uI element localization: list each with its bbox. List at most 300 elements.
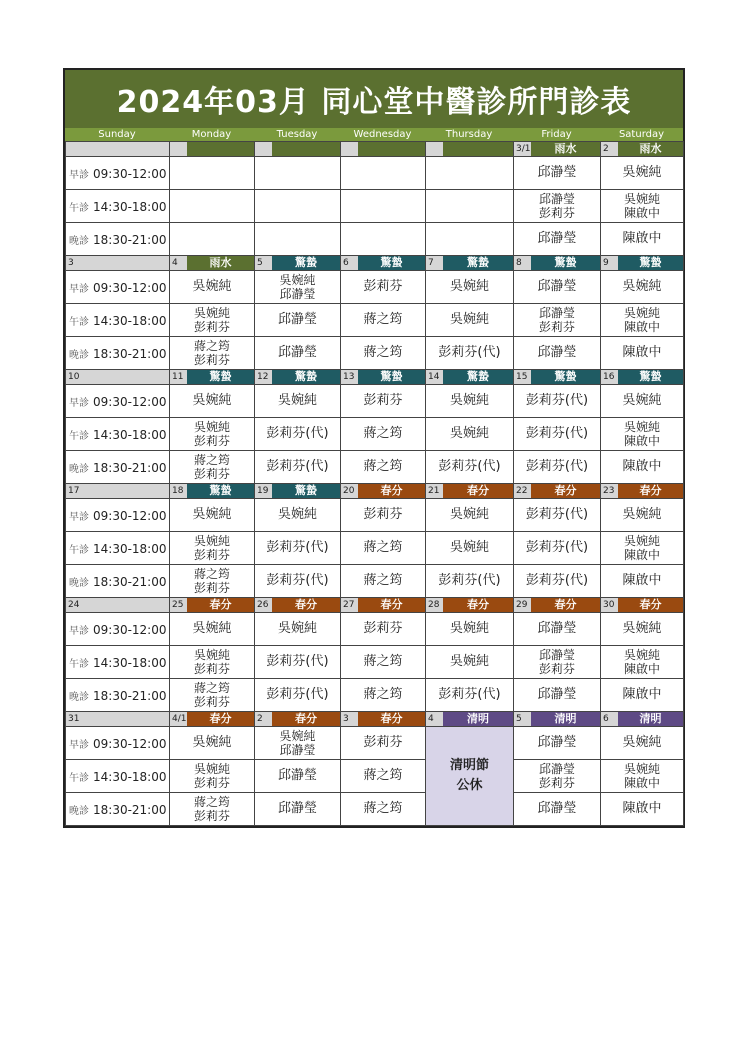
solar-term-label: 春分 <box>272 598 340 612</box>
doctor-cell <box>426 646 514 679</box>
doctor-name: 彭莉芬 <box>193 695 230 709</box>
solar-term-label <box>187 142 254 156</box>
date-number: 30 <box>601 598 618 612</box>
doctor-cell <box>514 793 601 826</box>
session-label <box>66 760 170 793</box>
date-number: 3 <box>341 712 358 726</box>
date-number <box>170 142 187 156</box>
doctor-name: 邱瀞瑩 <box>538 306 575 320</box>
doctor-cell <box>170 499 255 532</box>
doctor-name: 吳婉純 <box>449 279 489 294</box>
session-name: 早診 <box>69 739 89 751</box>
doctor-cell <box>601 760 684 793</box>
session-row <box>66 793 684 826</box>
doctor-cell <box>341 385 426 418</box>
session-label <box>66 727 170 760</box>
doctor-name: 蔣之筠 <box>363 312 403 327</box>
date-cell <box>341 598 426 613</box>
doctor-name: 陳啟中 <box>622 801 662 816</box>
doctor-cell <box>255 565 341 598</box>
doctor-cell <box>601 793 684 826</box>
doctor-cell <box>426 679 514 712</box>
session-row <box>66 532 684 565</box>
date-number: 4 <box>170 256 187 270</box>
solar-term-label: 春分 <box>531 598 600 612</box>
week-date-row <box>66 598 684 613</box>
date-cell <box>170 142 255 157</box>
doctor-name: 吳婉純 <box>277 393 317 408</box>
solar-term-label: 驚蟄 <box>618 256 683 270</box>
date-number: 8 <box>514 256 531 270</box>
doctor-cell <box>255 157 341 190</box>
doctor-name: 彭莉芬(代) <box>266 687 329 702</box>
session-label <box>66 646 170 679</box>
session-time: 14:30-18:00 <box>93 427 167 442</box>
solar-term-label: 雨水 <box>531 142 600 156</box>
doctor-cell <box>601 418 684 451</box>
doctor-name: 吳婉純 <box>622 393 662 408</box>
session-time: 14:30-18:00 <box>93 769 167 784</box>
doctor-name: 彭莉芬(代) <box>266 426 329 441</box>
doctor-cell <box>514 613 601 646</box>
session-name: 晚診 <box>69 463 89 475</box>
doctor-name: 邱瀞瑩 <box>537 231 577 246</box>
doctor-name: 蔣之筠 <box>363 426 403 441</box>
doctor-name: 蔣之筠 <box>193 339 230 353</box>
date-number <box>66 142 169 156</box>
doctor-name: 彭莉芬 <box>363 621 403 636</box>
session-label <box>66 565 170 598</box>
doctor-name: 蔣之筠 <box>363 540 403 555</box>
date-cell <box>341 142 426 157</box>
doctor-name: 吳婉純 <box>192 393 232 408</box>
solar-term-label: 春分 <box>358 598 425 612</box>
weekday-sunday: Sunday <box>98 129 136 140</box>
session-row <box>66 613 684 646</box>
date-number: 13 <box>341 370 358 384</box>
doctor-cell <box>341 727 426 760</box>
doctor-name: 彭莉芬(代) <box>266 459 329 474</box>
session-row <box>66 157 684 190</box>
date-number: 4 <box>426 712 443 726</box>
doctor-cell <box>514 337 601 370</box>
doctor-cell <box>170 190 255 223</box>
solar-term-label: 春分 <box>531 484 600 498</box>
doctor-cell <box>601 337 684 370</box>
doctor-cell <box>170 271 255 304</box>
doctor-name: 陳啟中 <box>622 231 662 246</box>
doctor-cell <box>255 679 341 712</box>
session-label <box>66 385 170 418</box>
doctor-cell <box>514 271 601 304</box>
session-row <box>66 727 684 760</box>
doctor-cell <box>514 646 601 679</box>
solar-term-label: 春分 <box>272 712 340 726</box>
doctor-name: 彭莉芬 <box>193 581 230 595</box>
doctor-cell <box>255 532 341 565</box>
doctor-cell <box>255 613 341 646</box>
doctor-name: 邱瀞瑩 <box>277 345 317 360</box>
doctor-name: 彭莉芬 <box>538 662 575 676</box>
solar-term-label: 驚蟄 <box>531 256 600 270</box>
date-number: 17 <box>66 484 169 498</box>
week-date-row <box>66 712 684 727</box>
doctor-cell <box>601 451 684 484</box>
session-row <box>66 223 684 256</box>
doctor-cell <box>514 190 601 223</box>
session-name: 早診 <box>69 625 89 637</box>
solar-term-label <box>358 142 425 156</box>
doctor-name: 邱瀞瑩 <box>537 345 577 360</box>
date-cell <box>426 484 514 499</box>
doctor-cell <box>255 304 341 337</box>
session-time: 18:30-21:00 <box>93 346 167 361</box>
session-name: 早診 <box>69 283 89 295</box>
doctor-cell <box>170 418 255 451</box>
doctor-name: 彭莉芬 <box>193 353 230 367</box>
solar-term-label: 春分 <box>443 598 513 612</box>
doctor-cell <box>255 451 341 484</box>
session-name: 午診 <box>69 430 89 442</box>
session-label <box>66 793 170 826</box>
doctor-name: 陳啟中 <box>623 776 660 790</box>
session-time: 18:30-21:00 <box>93 232 167 247</box>
solar-term-label: 驚蟄 <box>358 256 425 270</box>
doctor-name: 吳婉純 <box>623 648 660 662</box>
doctor-name: 吳婉純 <box>622 165 662 180</box>
doctor-name: 彭莉芬(代) <box>438 459 501 474</box>
solar-term-label: 雨水 <box>187 256 254 270</box>
weekday-header-row <box>65 128 683 141</box>
date-cell <box>255 256 341 271</box>
doctor-cell <box>170 337 255 370</box>
doctor-cell <box>601 565 684 598</box>
session-time: 09:30-12:00 <box>93 280 167 295</box>
doctor-name: 蔣之筠 <box>193 567 230 581</box>
solar-term-label: 驚蟄 <box>618 370 683 384</box>
doctor-name: 吳婉純 <box>277 507 317 522</box>
weekday-monday: Monday <box>191 129 232 140</box>
date-cell <box>426 142 514 157</box>
date-cell <box>426 370 514 385</box>
doctor-name: 吳婉純 <box>449 312 489 327</box>
doctor-name: 彭莉芬 <box>538 776 575 790</box>
doctor-name: 彭莉芬 <box>363 279 403 294</box>
date-cell <box>426 598 514 613</box>
doctor-cell <box>601 304 684 337</box>
date-number <box>426 142 443 156</box>
session-label <box>66 679 170 712</box>
session-label <box>66 190 170 223</box>
session-label <box>66 157 170 190</box>
date-number: 31 <box>66 712 169 726</box>
session-time: 09:30-12:00 <box>93 394 167 409</box>
date-cell <box>255 484 341 499</box>
session-row <box>66 337 684 370</box>
date-number: 14 <box>426 370 443 384</box>
doctor-cell <box>426 337 514 370</box>
session-time: 18:30-21:00 <box>93 460 167 475</box>
doctor-cell <box>426 271 514 304</box>
doctor-name: 蔣之筠 <box>363 687 403 702</box>
doctor-name: 邱瀞瑩 <box>537 621 577 636</box>
session-row <box>66 646 684 679</box>
doctor-cell <box>514 679 601 712</box>
weekday-wednesday: Wednesday <box>353 129 412 140</box>
session-time: 14:30-18:00 <box>93 655 167 670</box>
solar-term-label: 驚蟄 <box>531 370 600 384</box>
session-name: 午診 <box>69 658 89 670</box>
doctor-name: 彭莉芬 <box>193 776 230 790</box>
doctor-cell <box>170 157 255 190</box>
doctor-name: 吳婉純 <box>449 621 489 636</box>
week-date-row <box>66 256 684 271</box>
doctor-name: 邱瀞瑩 <box>537 687 577 702</box>
week-date-row <box>66 484 684 499</box>
doctor-name: 陳啟中 <box>623 548 660 562</box>
session-name: 晚診 <box>69 805 89 817</box>
doctor-name: 吳婉純 <box>192 507 232 522</box>
doctor-name: 吳婉純 <box>277 621 317 636</box>
doctor-name: 彭莉芬(代) <box>525 507 589 522</box>
doctor-cell <box>341 304 426 337</box>
date-number: 22 <box>514 484 531 498</box>
doctor-name: 吳婉純 <box>449 393 489 408</box>
doctor-name: 吳婉純 <box>449 426 489 441</box>
date-number: 20 <box>341 484 358 498</box>
doctor-name: 吳婉純 <box>193 648 230 662</box>
session-time: 14:30-18:00 <box>93 199 167 214</box>
doctor-cell <box>170 679 255 712</box>
doctor-cell <box>170 727 255 760</box>
doctor-cell <box>255 223 341 256</box>
doctor-name: 陳啟中 <box>623 434 660 448</box>
weekday-tuesday: Tuesday <box>276 129 318 140</box>
doctor-cell <box>426 304 514 337</box>
doctor-name: 邱瀞瑩 <box>538 648 575 662</box>
doctor-name: 邱瀞瑩 <box>279 287 316 301</box>
date-number: 5 <box>255 256 272 270</box>
session-row <box>66 565 684 598</box>
doctor-cell <box>255 190 341 223</box>
doctor-name: 彭莉芬 <box>538 206 575 220</box>
date-number <box>341 142 358 156</box>
session-name: 午診 <box>69 544 89 556</box>
doctor-cell <box>255 418 341 451</box>
doctor-cell <box>341 565 426 598</box>
doctor-name: 陳啟中 <box>623 662 660 676</box>
date-number: 29 <box>514 598 531 612</box>
doctor-name: 陳啟中 <box>622 459 662 474</box>
doctor-name: 吳婉純 <box>622 507 662 522</box>
session-name: 午診 <box>69 202 89 214</box>
doctor-name: 吳婉純 <box>192 621 232 636</box>
date-number: 23 <box>601 484 618 498</box>
date-number: 16 <box>601 370 618 384</box>
doctor-name: 彭莉芬(代) <box>525 393 589 408</box>
date-number: 2 <box>601 142 618 156</box>
doctor-cell <box>426 532 514 565</box>
date-cell <box>255 712 341 727</box>
doctor-cell <box>601 646 684 679</box>
date-cell <box>66 256 170 271</box>
doctor-cell <box>514 532 601 565</box>
doctor-cell <box>426 418 514 451</box>
date-number: 18 <box>170 484 187 498</box>
date-cell <box>255 142 341 157</box>
doctor-name: 吳婉純 <box>192 279 232 294</box>
solar-term-label: 驚蟄 <box>272 484 340 498</box>
doctor-name: 陳啟中 <box>623 206 660 220</box>
date-cell <box>426 256 514 271</box>
date-cell <box>170 598 255 613</box>
date-cell <box>341 370 426 385</box>
solar-term-label: 驚蟄 <box>272 256 340 270</box>
doctor-name: 邱瀞瑩 <box>538 762 575 776</box>
doctor-name: 彭莉芬(代) <box>525 540 589 555</box>
week-date-row <box>66 370 684 385</box>
doctor-name: 邱瀞瑩 <box>277 312 317 327</box>
doctor-name: 吳婉純 <box>623 420 660 434</box>
doctor-name: 蔣之筠 <box>363 801 403 816</box>
solar-term-label: 驚蟄 <box>187 370 254 384</box>
doctor-cell <box>170 565 255 598</box>
doctor-name: 吳婉純 <box>623 762 660 776</box>
doctor-name: 蔣之筠 <box>193 681 230 695</box>
date-cell <box>514 484 601 499</box>
date-cell <box>601 142 684 157</box>
solar-term-label: 驚蟄 <box>443 256 513 270</box>
date-number: 3/1 <box>516 144 531 154</box>
date-cell <box>514 370 601 385</box>
session-name: 午診 <box>69 316 89 328</box>
doctor-cell <box>514 157 601 190</box>
doctor-name: 邱瀞瑩 <box>537 165 577 180</box>
session-label <box>66 271 170 304</box>
doctor-name: 彭莉芬(代) <box>525 573 589 588</box>
doctor-cell <box>341 157 426 190</box>
session-time: 18:30-21:00 <box>93 574 167 589</box>
date-number: 27 <box>341 598 358 612</box>
doctor-name: 蔣之筠 <box>193 795 230 809</box>
doctor-cell <box>601 499 684 532</box>
date-cell <box>66 598 170 613</box>
date-number: 9 <box>601 256 618 270</box>
date-cell <box>601 598 684 613</box>
doctor-cell <box>341 760 426 793</box>
session-time: 14:30-18:00 <box>93 541 167 556</box>
date-cell <box>255 370 341 385</box>
doctor-name: 吳婉純 <box>193 534 230 548</box>
doctor-name: 彭莉芬(代) <box>266 573 329 588</box>
date-number: 21 <box>426 484 443 498</box>
session-row <box>66 385 684 418</box>
holiday-cell <box>426 727 514 826</box>
date-cell <box>170 484 255 499</box>
doctor-name: 吳婉純 <box>449 540 489 555</box>
doctor-cell <box>341 793 426 826</box>
date-cell <box>514 142 601 157</box>
holiday-text: 清明節 <box>449 758 489 773</box>
doctor-name: 彭莉芬 <box>363 507 403 522</box>
doctor-name: 蔣之筠 <box>363 345 403 360</box>
doctor-cell <box>341 223 426 256</box>
doctor-name: 彭莉芬 <box>193 320 230 334</box>
doctor-name: 蔣之筠 <box>193 453 230 467</box>
doctor-name: 吳婉純 <box>449 507 489 522</box>
session-time: 18:30-21:00 <box>93 802 167 817</box>
solar-term-label: 春分 <box>443 484 513 498</box>
doctor-cell <box>601 679 684 712</box>
weekday-thursday: Thursday <box>445 129 493 140</box>
solar-term-label: 雨水 <box>618 142 683 156</box>
doctor-cell <box>170 760 255 793</box>
session-name: 早診 <box>69 397 89 409</box>
doctor-name: 彭莉芬 <box>193 662 230 676</box>
solar-term-label: 春分 <box>358 712 425 726</box>
doctor-name: 陳啟中 <box>622 687 662 702</box>
date-cell <box>601 712 684 727</box>
solar-term-label: 清明 <box>618 712 683 726</box>
doctor-cell <box>170 385 255 418</box>
doctor-name: 彭莉芬(代) <box>525 426 589 441</box>
session-row <box>66 451 684 484</box>
session-name: 晚診 <box>69 691 89 703</box>
doctor-cell <box>341 613 426 646</box>
doctor-cell <box>255 727 341 760</box>
doctor-cell <box>601 727 684 760</box>
doctor-cell <box>514 499 601 532</box>
doctor-cell <box>255 760 341 793</box>
doctor-name: 彭莉芬 <box>538 320 575 334</box>
session-row <box>66 679 684 712</box>
doctor-name: 邱瀞瑩 <box>277 768 317 783</box>
doctor-cell <box>514 223 601 256</box>
date-cell <box>341 256 426 271</box>
doctor-cell <box>426 565 514 598</box>
date-cell <box>66 484 170 499</box>
doctor-name: 吳婉純 <box>623 192 660 206</box>
weekday-saturday: Saturday <box>618 129 665 140</box>
date-number: 4/1 <box>172 714 187 724</box>
doctor-cell <box>170 613 255 646</box>
doctor-cell <box>601 190 684 223</box>
doctor-cell <box>426 157 514 190</box>
doctor-name: 彭莉芬 <box>193 434 230 448</box>
doctor-name: 邱瀞瑩 <box>537 279 577 294</box>
solar-term-label <box>272 142 340 156</box>
doctor-name: 吳婉純 <box>279 273 316 287</box>
holiday-text: 公休 <box>456 778 483 793</box>
date-cell <box>601 370 684 385</box>
doctor-cell <box>514 418 601 451</box>
date-number: 10 <box>66 370 169 384</box>
solar-term-label: 驚蟄 <box>272 370 340 384</box>
doctor-name: 蔣之筠 <box>363 459 403 474</box>
doctor-cell <box>514 760 601 793</box>
doctor-cell <box>170 793 255 826</box>
doctor-cell <box>170 646 255 679</box>
session-label <box>66 451 170 484</box>
session-label <box>66 613 170 646</box>
doctor-name: 吳婉純 <box>279 729 316 743</box>
date-number: 6 <box>601 712 618 726</box>
date-cell <box>66 142 170 157</box>
session-row <box>66 418 684 451</box>
date-number: 2 <box>255 712 272 726</box>
date-cell <box>514 256 601 271</box>
session-name: 早診 <box>69 511 89 523</box>
